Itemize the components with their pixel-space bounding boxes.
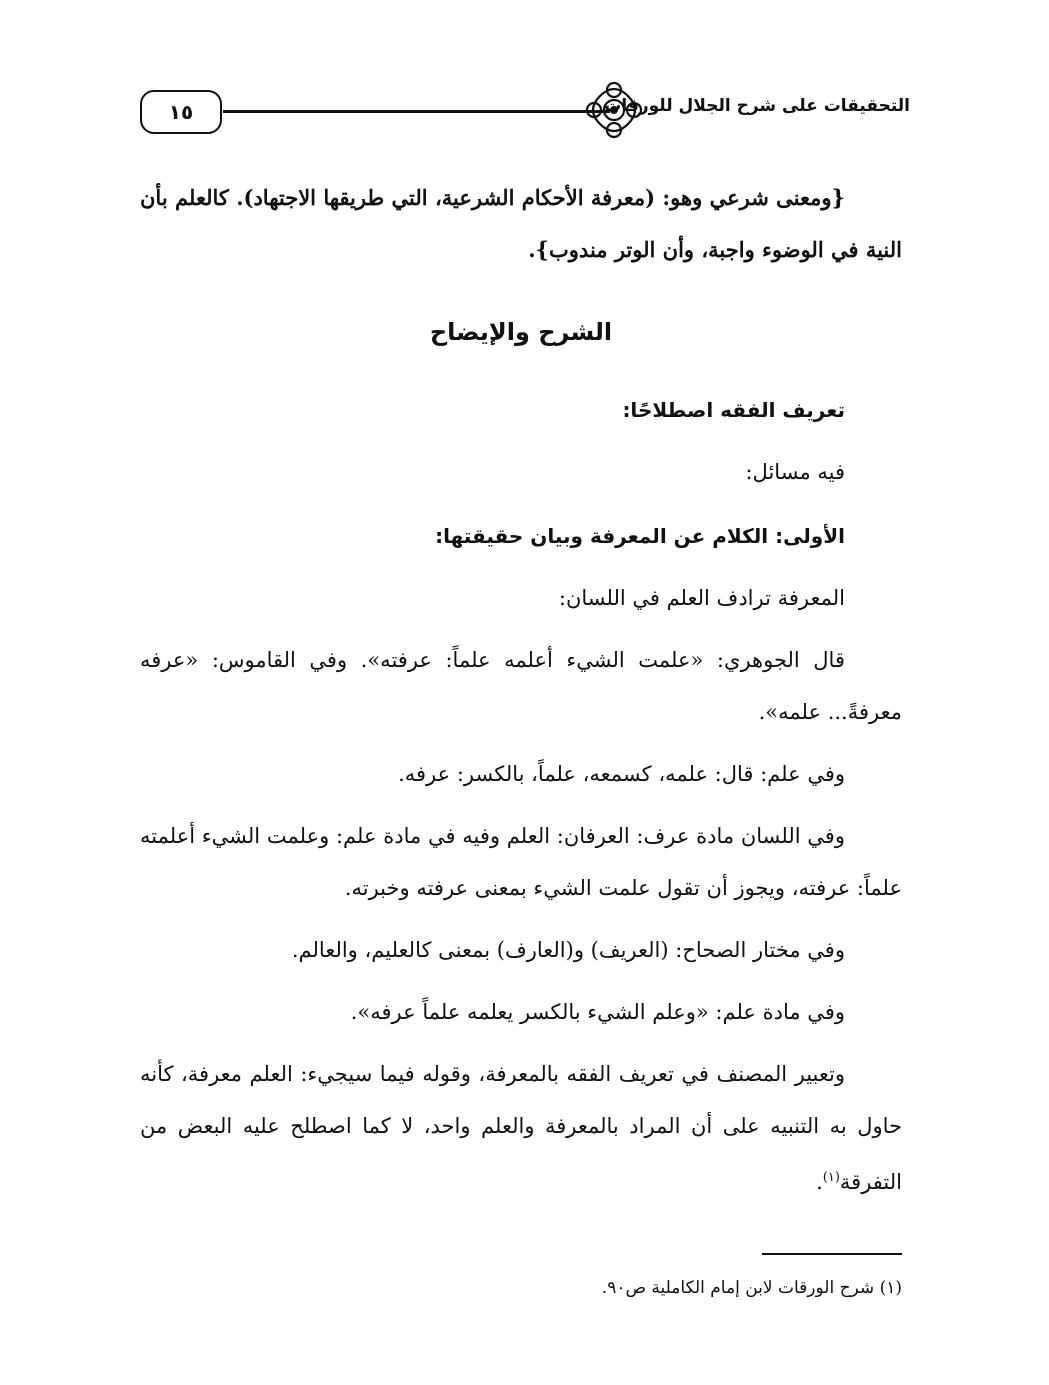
matn-quote-line1: {ومعنى شرعي وهو: (معرفة الأحكام الشرعية، التي طريقها الاجتهاد). كالعلم [175, 185, 845, 210]
paragraph-tabir-text: وتعبير المصنف في تعريف الفقه بالمعرفة، وقوله فيما سيجيء: العلم معرفة، كأنه حاول به التنبيه على أن المراد بالمعرفة والعلم واحد، لا كما اصطلح عليه البعض من التفرقة [140, 1062, 902, 1194]
paragraph-jawhari: قال الجوهري: «علمت الشيء أعلمه علماً: عرفته». وفي القاموس: «عرفه معرفةً... علمه». [140, 648, 902, 724]
header-rule [223, 110, 610, 113]
paragraph-mukhtar: وفي مختار الصحاح: (العريف) و(العارف) بمعنى كالعليم، والعالم. [291, 938, 845, 962]
subheading-first-issue: الأولى: الكلام عن المعرفة وبيان حقيقتها: [435, 524, 845, 548]
paragraph-synonym: المعرفة ترادف العلم في اللسان: [558, 586, 845, 610]
paragraph-ilm: وفي علم: قال: علمه، كسمعه، علماً، بالكسر: عرفه. [398, 762, 845, 786]
paragraph-madda: وفي مادة علم: «وعلم الشيء بالكسر يعلمه علماً عرفه». [350, 1000, 845, 1024]
subheading-definition: تعريف الفقه اصطلاحًا: [622, 398, 845, 422]
paragraph-tabir [140, 1048, 902, 1208]
paragraph-lisan: وفي اللسان مادة عرف: العرفان: العلم وفيه في مادة علم: وعلمت الشيء أعلمته علماً: عرفته، ويجوز أن تقول علمت الشيء بمعنى عرفته وخبرته. [140, 824, 902, 900]
paragraph-tabir-end: . [816, 1170, 823, 1194]
matn-quote-line2: بأن النية في الوضوء واجبة، وأن الوتر مندوب}. [140, 185, 902, 262]
footnote-rule [762, 1253, 902, 1255]
section-heading: الشرح والإيضاح [429, 318, 613, 346]
running-title: التحقيقات على شرح الجلال للورقات [604, 96, 910, 116]
page-number: ١٥ [140, 90, 222, 134]
footnote: (١) شرح الورقات لابن إمام الكاملية ص٩٠. [601, 1278, 902, 1298]
issues-intro: فيه مسائل: [745, 460, 845, 484]
matn-quote [140, 172, 902, 276]
main-text [140, 172, 902, 1208]
footnote-marker[interactable]: (١) [822, 1170, 840, 1185]
page-header [140, 88, 910, 138]
